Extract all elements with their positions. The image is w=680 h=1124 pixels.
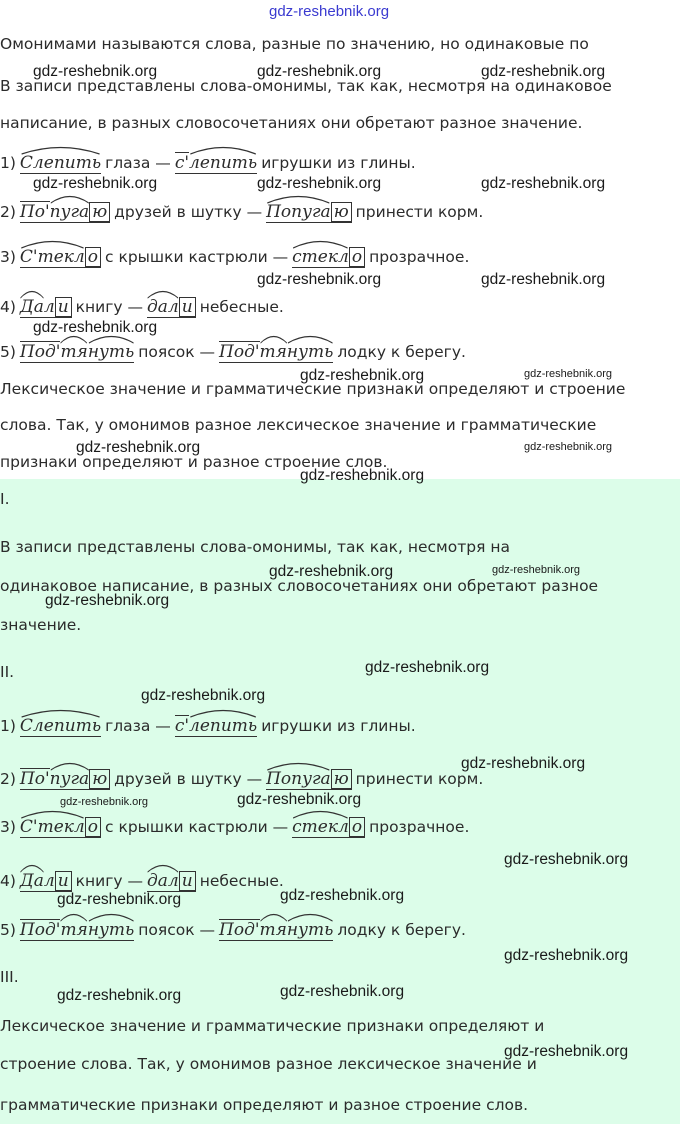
watermark: gdz-reshebnik.org: [57, 891, 182, 908]
section-iii-line-3: грамматические признаки определяют и разное строение слов.: [0, 1096, 529, 1114]
watermark: gdz-reshebnik.org: [280, 887, 405, 904]
conclusion-line-2: слова. Так, у омонимов разное лексическое значение и грамматические: [0, 416, 597, 434]
watermark: gdz-reshebnik.org: [365, 659, 490, 676]
watermark: gdz-reshebnik.org: [60, 796, 149, 808]
watermark: gdz-reshebnik.org: [461, 755, 586, 772]
watermark: gdz-reshebnik.org: [141, 687, 266, 704]
section-iii-line-1: Лексическое значение и грамматические признаки определяют и: [0, 1017, 545, 1035]
example-4: 4) Дал и книгу — дал и небесные.: [0, 297, 284, 318]
answer-example-2: 2) По' пуга ю друзей в шутку — Попуга ю принести корм.: [0, 769, 483, 790]
watermark: gdz-reshebnik.org: [257, 175, 382, 192]
answer-example-5: 5) Под' тя нуть поясок — Под' тя нуть лодку к берегу.: [0, 920, 466, 941]
explain-line-1: В записи представлены слова-омонимы, так как, несмотря на одинаковое: [0, 77, 612, 95]
watermark: gdz-reshebnik.org: [33, 63, 158, 80]
watermark: gdz-reshebnik.org: [33, 175, 158, 192]
watermark: gdz-reshebnik.org: [280, 983, 405, 1000]
watermark: gdz-reshebnik.org: [76, 439, 201, 456]
watermark: gdz-reshebnik.org: [504, 1043, 629, 1060]
answer-example-3: 3) С'текл о с крышки кастрюли — стекл о прозрачное.: [0, 817, 469, 838]
example-2: 2) По' пуга ю друзей в шутку — Попуга ю принести корм.: [0, 202, 483, 223]
watermark: gdz-reshebnik.org: [481, 175, 606, 192]
watermark: gdz-reshebnik.org: [524, 368, 613, 380]
section-iii-line-2: строение слова. Так, у омонимов разное лексическое значение и: [0, 1055, 537, 1073]
answer-example-4: 4) Дал и книгу — дал и небесные.: [0, 871, 284, 892]
section-i-line-1: В записи представлены слова-омонимы, так как, несмотря на: [0, 538, 510, 556]
morph-root: Слепить: [20, 153, 101, 174]
answer-example-1: 1) Слепить глаза — с' лепить игрушки из глины.: [0, 716, 416, 737]
watermark: gdz-reshebnik.org: [504, 851, 629, 868]
conclusion-line-1: Лексическое значение и грамматические признаки определяют и строение: [0, 380, 626, 398]
section-i-line-3: значение.: [0, 616, 82, 634]
watermark: gdz-reshebnik.org: [300, 367, 425, 384]
explain-line-2: написание, в разных словосочетаниях они обретают разное значение.: [0, 114, 583, 132]
section-i-line-2: одинаковое написание, в разных словосочетаниях они обретают разное: [0, 577, 599, 595]
watermark: gdz-reshebnik.org: [300, 467, 425, 484]
intro-text: Омонимами называются слова, разные по значению, но одинаковые по: [0, 35, 589, 53]
watermark: gdz-reshebnik.org: [481, 271, 606, 288]
watermark: gdz-reshebnik.org: [269, 563, 394, 580]
watermark: gdz-reshebnik.org: [257, 271, 382, 288]
site-watermark-top: gdz-reshebnik.org: [269, 3, 390, 20]
watermark: gdz-reshebnik.org: [45, 592, 170, 609]
section-i-heading: I.: [0, 490, 10, 508]
watermark: gdz-reshebnik.org: [237, 791, 362, 808]
section-iii-heading: III.: [0, 968, 19, 986]
watermark: gdz-reshebnik.org: [57, 987, 182, 1004]
conclusion-line-3: признаки определяют и разное строение слов.: [0, 453, 388, 471]
example-3: 3) С'текл о с крышки кастрюли — стекл о прозрачное.: [0, 247, 469, 268]
watermark: gdz-reshebnik.org: [257, 63, 382, 80]
example-1: 1) Слепить глаза — с' лепить игрушки из глины.: [0, 153, 416, 174]
watermark: gdz-reshebnik.org: [504, 947, 629, 964]
watermark: gdz-reshebnik.org: [524, 441, 613, 453]
section-ii-heading: II.: [0, 663, 15, 681]
watermark: gdz-reshebnik.org: [33, 319, 158, 336]
watermark: gdz-reshebnik.org: [492, 564, 581, 576]
example-5: 5) Под' тя нуть поясок — Под' тя нуть лодку к берегу.: [0, 342, 466, 363]
watermark: gdz-reshebnik.org: [481, 63, 606, 80]
